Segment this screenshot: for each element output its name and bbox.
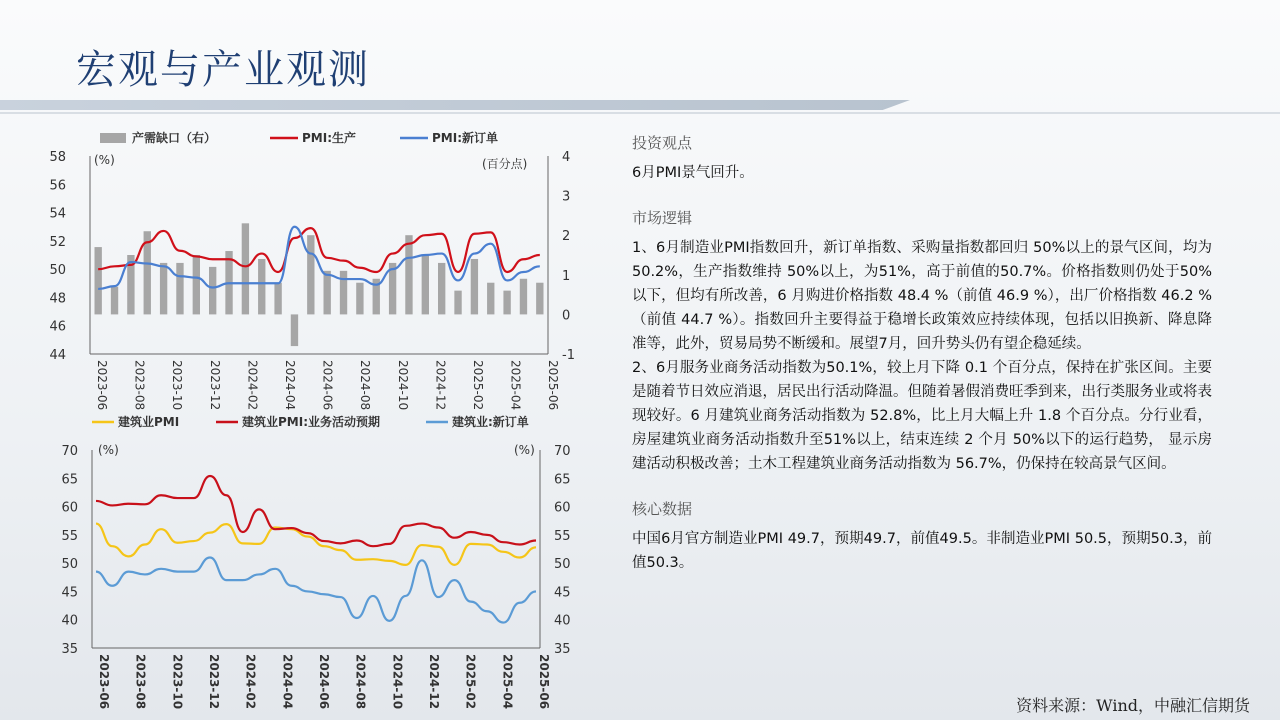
- chart1-xtick: 2023-12: [207, 360, 222, 410]
- chart2-ytick-right: 50: [554, 557, 571, 573]
- chart2-ytick-left: 65: [61, 472, 78, 488]
- chart1-xtick: 2025-02: [470, 360, 485, 410]
- chart2-xtick: 2023-12: [207, 654, 221, 710]
- gap-bar: [405, 235, 412, 314]
- chart1-xtick: 2024-08: [358, 360, 373, 410]
- chart1-xtick: 2024-10: [395, 360, 410, 410]
- gap-bar: [487, 283, 494, 315]
- chart2-xtick: 2024-10: [390, 654, 405, 710]
- gap-bar: [454, 291, 461, 315]
- chart1-xtick: 2025-04: [508, 360, 523, 410]
- chart1-xtick: 2023-08: [132, 360, 147, 410]
- chart1-ytick-left: 58: [49, 150, 66, 165]
- chart2-ytick-left: 40: [61, 613, 78, 629]
- chart2-ytick-left: 70: [61, 444, 78, 459]
- gap-bar: [438, 263, 445, 314]
- gap-bar: [111, 287, 118, 315]
- gap-bar: [340, 271, 347, 315]
- gap-bar: [503, 291, 510, 315]
- pmi-manufacturing-chart: [0, 120, 600, 410]
- chart1-ytick-right: 2: [562, 229, 571, 245]
- construction-pmi-line: [96, 524, 536, 565]
- chart1-ylabel-right: (百分点): [482, 157, 528, 171]
- chart1-xtick: 2023-10: [170, 360, 185, 410]
- section-body-data: 中国6月官方制造业PMI 49.7，预期49.7，前值49.5。非制造业PMI 50.5，预期50.3，前值50.3。: [632, 531, 1212, 571]
- gap-bar: [536, 283, 543, 315]
- gap-bar: [242, 223, 249, 314]
- chart2-xtick: 2024-02: [243, 654, 258, 710]
- gap-bar: [274, 283, 281, 315]
- chart1-xtick: 2023-06: [95, 360, 109, 410]
- gap-bar: [258, 259, 265, 314]
- page-title: 宏观与产业观测: [76, 47, 370, 93]
- chart1-ytick-left: 44: [49, 348, 66, 363]
- section-title-data: 核心数据: [632, 500, 693, 518]
- chart1-ytick-right: 3: [562, 189, 571, 205]
- chart1-ytick-left: 48: [49, 291, 66, 307]
- chart2-ylabel-right: (%): [514, 443, 535, 457]
- chart1-ytick-left: 46: [49, 319, 66, 335]
- chart1-ytick-left: 54: [49, 206, 66, 222]
- chart1-ytick-right: 4: [562, 150, 571, 165]
- chart2-xtick: 2025-06: [537, 654, 551, 710]
- legend2-label-1: 建筑业PMI:业务活动预期: [242, 415, 381, 429]
- section-title-logic: 市场逻辑: [632, 209, 693, 227]
- section-body-view: 6月PMI景气回升。: [632, 165, 754, 181]
- chart2-ytick-right: 40: [554, 613, 571, 629]
- chart2-xtick: 2024-08: [353, 654, 368, 710]
- gap-bar: [193, 255, 200, 314]
- chart1-ytick-left: 52: [49, 234, 66, 250]
- chart2-ytick-left: 60: [61, 500, 78, 516]
- section-body-logic-2: 2、6月服务业商务活动指数为50.1%，较上月下降 0.1 个百分点，保持在扩张区间。主要是随着节日效应消退，居民出行活动降温。但随着暑假消费旺季到来，出行类服务业或将表现较好。6 月建筑业商务活动指数为 52.8%，比上月大幅上升 1.8 个百分点。分行业看， 房屋建筑业商务活动指数升至51%以上，结束连续 2 个月 50%以下的运行趋势， 显示房建活动积极改善；土木工程建筑业商务活动指数为 56.7%，仍保持在较高景气区间。: [632, 360, 1212, 472]
- chart2-xtick: 2023-10: [170, 654, 185, 710]
- chart1-ytick-right: 0: [562, 308, 571, 324]
- gap-bar: [291, 314, 298, 346]
- chart1-ytick-left: 50: [49, 263, 66, 279]
- chart2-ytick-right: 35: [554, 642, 571, 657]
- chart2-ytick-right: 70: [554, 444, 571, 459]
- legend-label-1: PMI:生产: [302, 131, 357, 145]
- gap-bar: [356, 283, 363, 315]
- chart2-xtick: 2024-12: [427, 654, 441, 710]
- chart1-xtick: 2025-06: [546, 360, 561, 410]
- chart2-ytick-left: 55: [61, 528, 78, 544]
- chart2-xtick: 2024-04: [280, 654, 295, 710]
- chart2-xtick: 2023-08: [133, 654, 148, 710]
- chart1-xtick: 2024-02: [245, 360, 260, 410]
- chart2-xtick: 2024-06: [317, 654, 331, 710]
- legend-label-2: PMI:新订单: [432, 131, 499, 145]
- gap-bar: [176, 263, 183, 314]
- chart1-xtick: 2024-12: [433, 360, 448, 410]
- section-title-view: 投资观点: [632, 134, 693, 152]
- chart1-ylabel-left: (%): [94, 153, 115, 167]
- chart2-ytick-right: 55: [554, 528, 571, 544]
- chart2-legend: [92, 414, 529, 429]
- construction-new-orders-line: [96, 557, 536, 622]
- chart1-ytick-left: 56: [49, 178, 66, 194]
- chart2-ytick-left: 45: [61, 585, 78, 601]
- chart2-ytick-left: 50: [61, 557, 78, 573]
- gap-bar: [160, 263, 167, 314]
- chart2-ytick-right: 60: [554, 500, 571, 516]
- legend-swatch-gap: [100, 133, 126, 143]
- header-bar: [0, 100, 910, 110]
- chart2-axes: [61, 443, 570, 709]
- legend2-label-0: 建筑业PMI: [118, 415, 180, 429]
- gap-bar: [471, 259, 478, 314]
- source-footer: 资料来源：Wind，中融汇信期货: [1016, 696, 1250, 715]
- chart1-xtick: 2024-04: [282, 360, 297, 410]
- chart2-ytick-left: 35: [61, 642, 78, 657]
- gap-bar: [94, 247, 101, 314]
- section-body-logic-1: 1、6月制造业PMI指数回升，新订单指数、采购量指数都回归 50%以上的景气区间，均为50.2%，生产指数维持 50%以上，为51%，高于前值的50.7%。价格指数则仍处于50%以下，但均有所改善，6 月购进价格指数 48.4 %（前值 46.9 %），出厂价格指数 46.2 %（前值 44.7 %）。指数回升主要得益于稳增长政策效应持续体现，包括以旧换新、降息降准等，此外，贸易局势不断缓和。展望7月，回升势头仍有望企稳延续。: [632, 240, 1212, 352]
- chart1-legend: [100, 130, 498, 145]
- construction-pmi-chart: [0, 410, 600, 720]
- chart2-ylabel-left: (%): [98, 443, 119, 457]
- chart1-xtick: 2024-06: [320, 360, 335, 410]
- gap-bar: [422, 255, 429, 314]
- header-divider: [0, 112, 1280, 114]
- chart1-ytick-right: 1: [562, 268, 571, 284]
- chart2-xtick: 2023-06: [97, 654, 111, 710]
- gap-bar: [307, 235, 314, 314]
- legend2-label-2: 建筑业:新订单: [452, 415, 529, 429]
- chart2-ytick-right: 45: [554, 585, 571, 601]
- chart2-lines: [96, 476, 536, 623]
- gap-bar: [209, 267, 216, 315]
- commentary-panel: [632, 132, 1212, 575]
- gap-bar: [323, 271, 330, 315]
- gap-bar: [520, 279, 527, 315]
- chart2-ytick-right: 65: [554, 472, 571, 488]
- activity-expectation-line: [96, 476, 536, 546]
- chart1-ytick-right: -1: [562, 348, 575, 363]
- chart2-xtick: 2025-04: [500, 654, 515, 710]
- chart2-xtick: 2025-02: [463, 654, 478, 710]
- legend-label-0: 产需缺口（右）: [132, 131, 217, 145]
